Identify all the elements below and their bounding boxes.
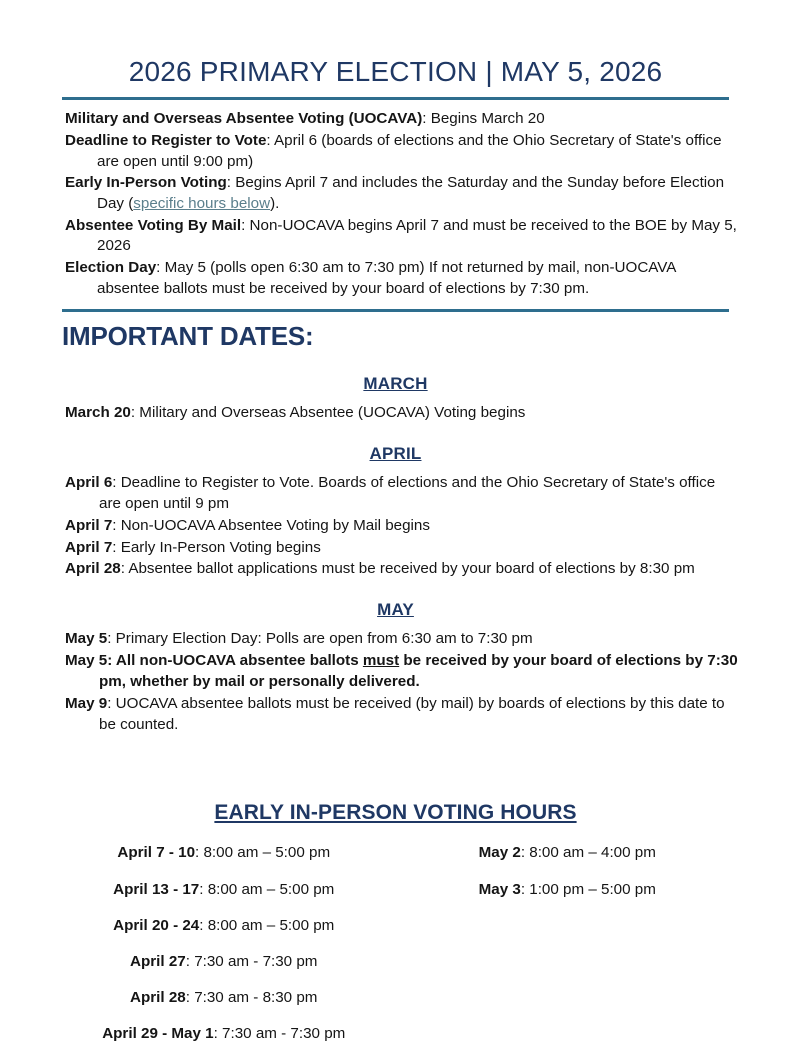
summary-text-early-in-person-before: : Begins April 7 and includes the Saturday and the Sunday before Election Day ( <box>97 174 725 212</box>
month-list-march <box>52 403 739 424</box>
important-dates-heading: IMPORTANT DATES: <box>62 321 314 352</box>
hours-row <box>52 880 396 900</box>
hours-days-label: April 13 - 17 <box>113 880 200 898</box>
hours-row <box>52 916 396 936</box>
summary-item-uocava <box>65 109 739 130</box>
month-list-april <box>52 473 739 580</box>
page-title: 2026 PRIMARY ELECTION | MAY 5, 2026 <box>128 56 663 87</box>
hours-time-value: : 7:30 am - 7:30 pm <box>185 953 318 970</box>
date-text-before-emphasis: : All non-UOCAVA absentee ballots <box>107 652 363 670</box>
summary-text-election-day: : May 5 (polls open 6:30 am to 7:30 pm) If not returned by mail, non-UOCAVA absentee ballots must be received by your board of elections by 7:30 pm. <box>97 258 676 297</box>
divider-top <box>62 97 729 100</box>
summary-item-election-day <box>65 258 739 299</box>
hours-days-label: April 20 - 24 <box>113 916 200 934</box>
date-text: : UOCAVA absentee ballots must be received (by mail) by boards of elections by this date to be counted. <box>99 694 725 733</box>
date-entry <box>65 516 739 537</box>
summary-label-absentee-by-mail: Absentee Voting By Mail <box>65 216 242 234</box>
specific-hours-below-link[interactable]: specific hours below <box>133 194 271 212</box>
hours-time-value: : 8:00 am – 4:00 pm <box>520 844 656 862</box>
hours-time-value: : 8:00 am – 5:00 pm <box>199 880 335 898</box>
hours-days-label: April 28 <box>130 989 186 1007</box>
date-label: April 28 <box>65 560 121 578</box>
month-heading-april: APRIL <box>369 444 422 464</box>
hours-days-label: May 2 <box>478 844 521 862</box>
date-label: March 20 <box>65 404 131 422</box>
divider-bottom <box>62 309 729 312</box>
date-entry <box>65 694 739 736</box>
hours-days-label: April 27 <box>130 953 186 970</box>
month-list-may <box>52 629 739 735</box>
date-label: April 6 <box>65 474 113 492</box>
date-label: May 5 <box>65 652 108 670</box>
date-entry <box>65 629 739 650</box>
date-text: : Deadline to Register to Vote. Boards of elections and the Ohio Secretary of State's office are open until 9 pm <box>99 474 716 512</box>
date-text-emphasis: must <box>362 652 400 670</box>
hours-row <box>52 952 396 972</box>
date-label: April 7 <box>65 538 113 556</box>
voting-hours-right-column <box>396 843 740 1060</box>
hours-days-label: May 3 <box>478 880 521 898</box>
summary-label-uocava: Military and Overseas Absentee Voting (UOCAVA) <box>65 110 423 128</box>
hours-row <box>52 1024 396 1044</box>
date-text: : Absentee ballot applications must be received by your board of elections by 8:30 pm <box>120 560 695 578</box>
month-heading-march: MARCH <box>363 374 428 394</box>
summary-item-early-in-person <box>65 173 739 214</box>
date-entry <box>65 403 739 424</box>
hours-time-value: : 7:30 am - 8:30 pm <box>185 989 318 1007</box>
summary-label-register-deadline: Deadline to Register to Vote <box>65 131 267 149</box>
hours-row <box>52 843 396 863</box>
date-entry <box>65 473 739 515</box>
date-text-after-emphasis: be received by your board of elections by 7:30 pm, whether by mail or personally delivered. <box>99 652 738 690</box>
date-entry-emphasized <box>65 651 739 693</box>
summary-text-uocava: : Begins March 20 <box>422 110 545 128</box>
date-label: April 7 <box>65 516 113 534</box>
hours-time-value: : 8:00 am – 5:00 pm <box>199 916 335 934</box>
hours-time-value: : 7:30 am - 7:30 pm <box>213 1025 346 1043</box>
hours-row <box>52 988 396 1008</box>
date-text: : Primary Election Day: Polls are open from 6:30 am to 7:30 pm <box>107 630 533 648</box>
hours-row <box>396 880 740 900</box>
summary-label-election-day: Election Day <box>65 258 157 276</box>
summary-item-register-deadline <box>65 131 739 172</box>
hours-time-value: : 1:00 pm – 5:00 pm <box>520 880 656 898</box>
date-text: : Early In-Person Voting begins <box>112 538 321 556</box>
voting-hours-left-column <box>52 843 396 1060</box>
hours-time-value: : 8:00 am – 5:00 pm <box>195 844 331 862</box>
hours-days-label: April 29 - May 1 <box>102 1025 214 1043</box>
date-text: : Non-UOCAVA Absentee Voting by Mail begins <box>112 516 430 534</box>
voting-hours-grid <box>52 843 739 1060</box>
date-entry <box>65 559 739 580</box>
divider-bottom-wrapper <box>52 309 739 312</box>
date-text: : Military and Overseas Absentee (UOCAVA) Voting begins <box>130 404 526 422</box>
summary-text-early-in-person-after: ). <box>270 194 280 212</box>
hours-days-label: April 7 - 10 <box>117 844 196 862</box>
date-label: May 5 <box>65 630 108 648</box>
date-label: May 9 <box>65 694 108 712</box>
voting-hours-heading: EARLY IN-PERSON VOTING HOURS <box>214 801 577 825</box>
hours-row <box>396 843 740 863</box>
summary-text-absentee-by-mail: : Non-UOCAVA begins April 7 and must be received to the BOE by May 5, 2026 <box>97 216 737 255</box>
summary-item-absentee-by-mail <box>65 216 739 257</box>
month-heading-may: MAY <box>377 600 414 620</box>
date-entry <box>65 538 739 559</box>
summary-block <box>52 109 739 299</box>
summary-text-register-deadline: : April 6 (boards of elections and the Ohio Secretary of State's office are open until 9:00 pm) <box>97 131 722 170</box>
summary-label-early-in-person: Early In-Person Voting <box>65 174 227 192</box>
